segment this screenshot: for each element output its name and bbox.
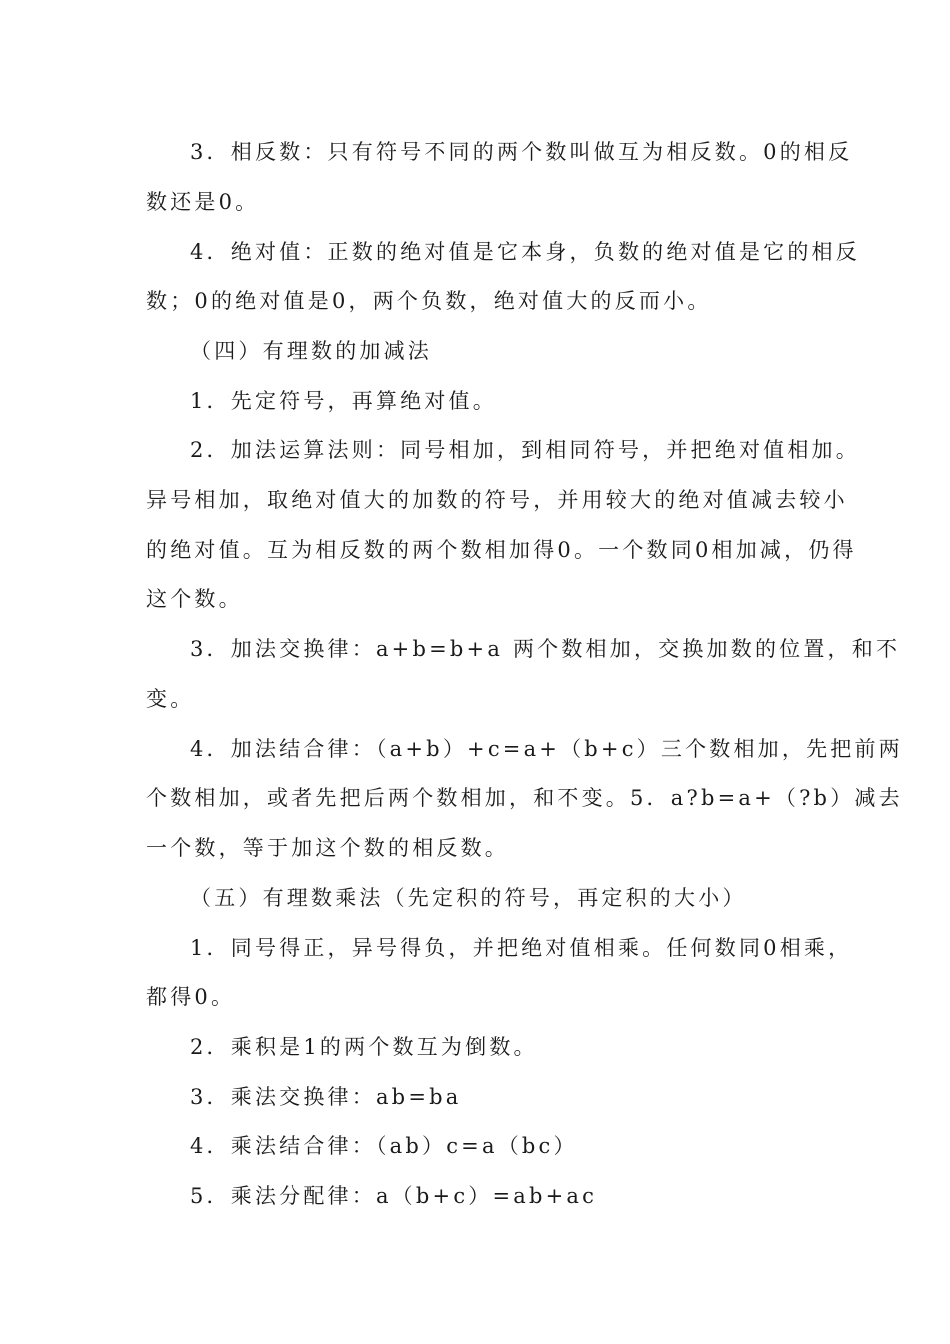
- text-line: 数；0的绝对值是0，两个负数，绝对值大的反而小。: [146, 289, 712, 313]
- text-line: 都得0。: [146, 985, 236, 1009]
- text-line: 个数相加，或者先把后两个数相加，和不变。5．a?b=a+（?b）减去: [146, 786, 903, 810]
- text-line: 这个数。: [146, 587, 243, 611]
- section-heading: （四）有理数的加减法: [190, 339, 432, 363]
- text-line: 4．加法结合律：（a+b）+c=a+（b+c）三个数相加，先把前两: [190, 737, 903, 761]
- text-line: 的绝对值。互为相反数的两个数相加得0。一个数同0相加减，仍得: [146, 538, 857, 562]
- text-line: 一个数，等于加这个数的相反数。: [146, 836, 509, 860]
- text-line: 变。: [146, 687, 195, 711]
- text-line: 1．先定符号，再算绝对值。: [190, 389, 497, 413]
- section-heading: （五）有理数乘法（先定积的符号，再定积的大小）: [190, 886, 747, 910]
- text-line: 2．加法运算法则：同号相加，到相同符号，并把绝对值相加。: [190, 438, 860, 462]
- text-line: 4．乘法结合律：（ab）c=a（bc）: [190, 1134, 578, 1158]
- text-line: 5．乘法分配律：a（b+c）=ab+ac: [190, 1184, 598, 1208]
- text-line: 4．绝对值：正数的绝对值是它本身，负数的绝对值是它的相反: [190, 240, 860, 264]
- text-line: 数还是0。: [146, 190, 260, 214]
- text-line: 3．加法交换律：a+b=b+a 两个数相加，交换加数的位置，和不: [190, 637, 901, 661]
- text-line: 1．同号得正，异号得负，并把绝对值相乘。任何数同0相乘，: [190, 936, 853, 960]
- text-line: 3．乘法交换律：ab=ba: [190, 1085, 462, 1109]
- text-line: 2．乘积是1的两个数互为倒数。: [190, 1035, 538, 1059]
- text-line: 3．相反数：只有符号不同的两个数叫做互为相反数。0的相反: [190, 140, 853, 164]
- text-line: 异号相加，取绝对值大的加数的符号，并用较大的绝对值减去较小: [146, 488, 848, 512]
